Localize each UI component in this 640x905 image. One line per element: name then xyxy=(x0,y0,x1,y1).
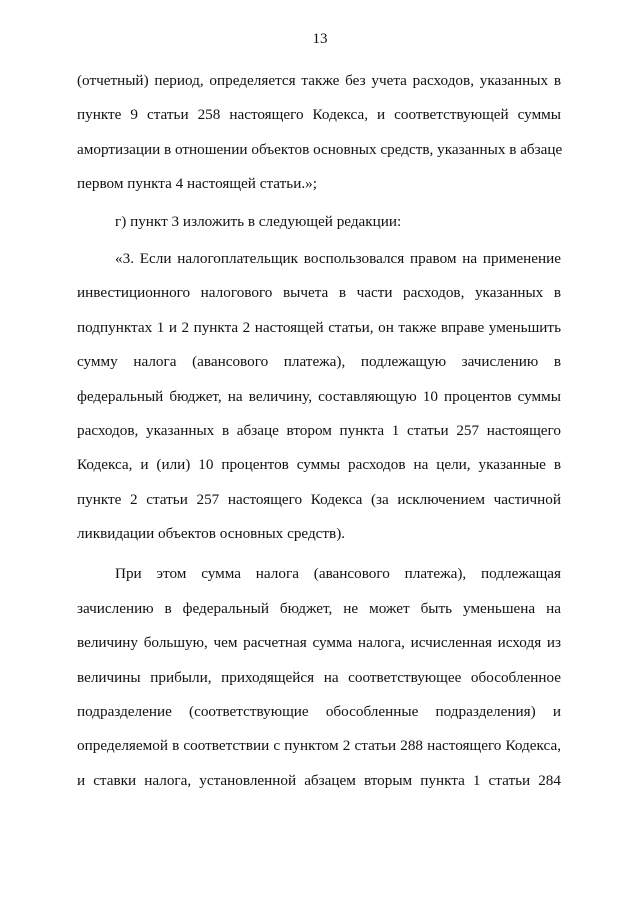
text-line: сумму налога (авансового платежа), подлежащую зачислению в xyxy=(77,353,561,371)
text-line: федеральный бюджет, на величину, составляющую 10 процентов суммы xyxy=(77,387,561,405)
document-body xyxy=(77,64,561,798)
text-line: величины прибыли, приходящейся на соответствующее обособленное xyxy=(77,668,561,686)
text-line: первом пункта 4 настоящей статьи.»; xyxy=(77,175,317,193)
text-line: амортизации в отношении объектов основных средств, указанных в абзаце xyxy=(77,140,563,158)
text-line: «3. Если налогоплательщик воспользовался правом на применение xyxy=(115,249,561,267)
text-line: пункте 9 статьи 258 настоящего Кодекса, и соответствующей суммы xyxy=(77,106,561,124)
paragraph-item-3 xyxy=(77,242,561,552)
text-line: подпунктах 1 и 2 пункта 2 настоящей статьи, он также вправе уменьшить xyxy=(77,318,561,336)
text-line: При этом сумма налога (авансового платежа), подлежащая xyxy=(115,565,561,583)
paragraph-continuation xyxy=(77,64,561,202)
paragraph-tax-limit xyxy=(77,557,561,798)
text-line: величину большую, чем расчетная сумма налога, исчисленная исходя из xyxy=(77,634,561,652)
page-number: 13 xyxy=(312,31,328,47)
text-line: ликвидации объектов основных средств). xyxy=(77,525,346,543)
text-line: подразделение (соответствующие обособленные подразделения) и xyxy=(77,703,561,721)
paragraph-g xyxy=(77,205,561,239)
text-line: и ставки налога, установленной абзацем вторым пункта 1 статьи 284 xyxy=(77,771,561,789)
text-line: (отчетный) период, определяется также без учета расходов, указанных в xyxy=(77,72,561,89)
text-line: определяемой в соответствии с пунктом 2 статьи 288 настоящего Кодекса, xyxy=(77,737,561,755)
text-line: зачислению в федеральный бюджет, не может быть уменьшена на xyxy=(77,599,561,617)
text-line: инвестиционного налогового вычета в части расходов, указанных в xyxy=(77,284,561,302)
text-line: пункте 2 статьи 257 настоящего Кодекса (за исключением частичной xyxy=(77,490,561,508)
text-line: Кодекса, и (или) 10 процентов суммы расходов на цели, указанные в xyxy=(77,456,561,474)
text-line: расходов, указанных в абзаце втором пункта 1 статьи 257 настоящего xyxy=(77,421,561,439)
text-line: г) пункт 3 изложить в следующей редакции: xyxy=(115,212,402,230)
